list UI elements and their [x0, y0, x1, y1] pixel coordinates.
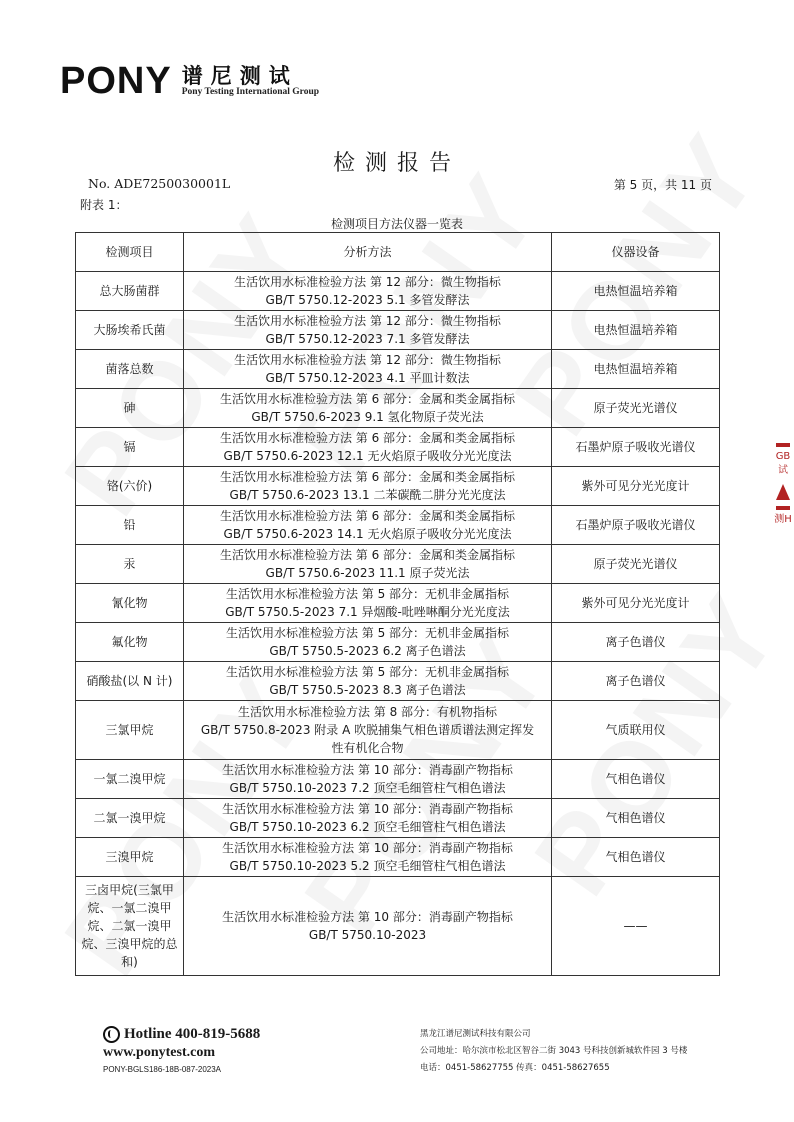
cell-instrument: 气质联用仪: [552, 701, 720, 760]
report-title: 检测报告: [332, 151, 461, 176]
cell-method: 生活饮用水标准检验方法 第 6 部分：金属和类金属指标 GB/T 5750.6-2023 13.1 二苯碳酰二肼分光光度法: [184, 467, 552, 506]
logo-english-name: Pony Testing International Group: [181, 87, 320, 98]
table-row: [76, 701, 720, 760]
cell-item: 镉: [76, 428, 184, 467]
cell-method: 生活饮用水标准检验方法 第 10 部分：消毒副产物指标 GB/T 5750.10-2023 7.2 顶空毛细管柱气相色谱法: [184, 760, 552, 799]
logo-chinese-name: 谱尼测试: [181, 63, 298, 88]
seal-text-top: GB试: [775, 451, 791, 476]
cell-method: 生活饮用水标准检验方法 第 10 部分：消毒副产物指标 GB/T 5750.10-2023 6.2 顶空毛细管柱气相色谱法: [184, 799, 552, 838]
table-row: [76, 877, 720, 976]
cell-instrument: 气相色谱仪: [552, 838, 720, 877]
cell-instrument: 电热恒温培养箱: [552, 311, 720, 350]
cell-method: 生活饮用水标准检验方法 第 5 部分：无机非金属指标 GB/T 5750.5-2023 8.3 离子色谱法: [184, 662, 552, 701]
appendix-label: 附表 1：: [80, 198, 128, 212]
side-seal-mark: [772, 440, 794, 527]
page-info: 第 5 页，共 11 页: [613, 178, 712, 192]
cell-instrument: 石墨炉原子吸收光谱仪: [552, 428, 720, 467]
seal-bar: [776, 443, 790, 447]
cell-item: 三氯甲烷: [76, 701, 184, 760]
cell-instrument: 电热恒温培养箱: [552, 350, 720, 389]
seal-text-bottom: 测H: [774, 514, 792, 525]
company-name: 黑龙江谱尼测试科技有限公司: [420, 1029, 531, 1039]
table-row: [76, 467, 720, 506]
cell-method: 生活饮用水标准检验方法 第 8 部分：有机物指标 GB/T 5750.8-2023 附录 A 吹脱捕集气相色谱质谱法测定挥发 性有机化合物: [184, 701, 552, 760]
table-row: [76, 350, 720, 389]
table-row: [76, 389, 720, 428]
header-instrument: 仪器设备: [552, 233, 720, 272]
cell-method: 生活饮用水标准检验方法 第 6 部分：金属和类金属指标 GB/T 5750.6-2023 9.1 氢化物原子荧光法: [184, 389, 552, 428]
cell-item: 铅: [76, 506, 184, 545]
company-logo: [60, 62, 319, 100]
hotline-text: Hotline 400-819-5688: [124, 1026, 261, 1042]
table-row: [76, 545, 720, 584]
cell-item: 二氯一溴甲烷: [76, 799, 184, 838]
table-row: [76, 760, 720, 799]
table-header-row: [76, 233, 720, 272]
cell-instrument: 紫外可见分光光度计: [552, 584, 720, 623]
table-row: [76, 584, 720, 623]
cell-method: 生活饮用水标准检验方法 第 5 部分：无机非金属指标 GB/T 5750.5-2023 7.1 异烟酸-吡唑啉酮分光光度法: [184, 584, 552, 623]
cell-instrument: 离子色谱仪: [552, 623, 720, 662]
table-row: [76, 428, 720, 467]
table-row: [76, 623, 720, 662]
cell-method: 生活饮用水标准检验方法 第 10 部分：消毒副产物指标 GB/T 5750.10-2023 5.2 顶空毛细管柱气相色谱法: [184, 838, 552, 877]
cell-item: 三卤甲烷(三氯甲烷、一氯二溴甲烷、二氯一溴甲烷、三溴甲烷的总和): [76, 877, 184, 976]
cell-instrument: 电热恒温培养箱: [552, 272, 720, 311]
header-item: 检测项目: [76, 233, 184, 272]
seal-bar: [776, 506, 790, 510]
website-link[interactable]: www.ponytest.com: [103, 1045, 215, 1060]
cell-item: 汞: [76, 545, 184, 584]
cell-method: 生活饮用水标准检验方法 第 10 部分：消毒副产物指标 GB/T 5750.10-2023: [184, 877, 552, 976]
cell-method: 生活饮用水标准检验方法 第 12 部分：微生物指标 GB/T 5750.12-2023 4.1 平皿计数法: [184, 350, 552, 389]
table-row: [76, 272, 720, 311]
method-instrument-table: [75, 232, 720, 976]
cell-method: 生活饮用水标准检验方法 第 6 部分：金属和类金属指标 GB/T 5750.6-2023 11.1 原子荧光法: [184, 545, 552, 584]
cell-method: 生活饮用水标准检验方法 第 12 部分：微生物指标 GB/T 5750.12-2023 5.1 多管发酵法: [184, 272, 552, 311]
table-row: [76, 506, 720, 545]
form-code: PONY-BGLS186-18B-087-2023A: [103, 1065, 221, 1074]
logo-mark: PONY: [60, 60, 172, 102]
cell-method: 生活饮用水标准检验方法 第 5 部分：无机非金属指标 GB/T 5750.5-2023 6.2 离子色谱法: [184, 623, 552, 662]
footer-contact: [103, 1026, 260, 1074]
cell-instrument: 离子色谱仪: [552, 662, 720, 701]
phone-icon: [103, 1026, 120, 1043]
hotline: [103, 1026, 260, 1043]
table-row: [76, 838, 720, 877]
report-number: No. ADE7250030001L: [88, 176, 231, 191]
cell-item: 总大肠菌群: [76, 272, 184, 311]
cell-instrument: 紫外可见分光光度计: [552, 467, 720, 506]
cell-item: 一氯二溴甲烷: [76, 760, 184, 799]
cell-item: 硝酸盐(以 N 计): [76, 662, 184, 701]
header-method: 分析方法: [184, 233, 552, 272]
cell-instrument: 原子荧光光谱仪: [552, 389, 720, 428]
cell-method: 生活饮用水标准检验方法 第 12 部分：微生物指标 GB/T 5750.12-2023 7.1 多管发酵法: [184, 311, 552, 350]
cell-instrument: ——: [552, 877, 720, 976]
cell-item: 砷: [76, 389, 184, 428]
company-contact: 电话：0451-58627755 传真：0451-58627655: [420, 1063, 610, 1073]
cell-item: 铬(六价): [76, 467, 184, 506]
cell-item: 氰化物: [76, 584, 184, 623]
seal-triangle-icon: [776, 484, 790, 500]
cell-method: 生活饮用水标准检验方法 第 6 部分：金属和类金属指标 GB/T 5750.6-2023 14.1 无火焰原子吸收分光光度法: [184, 506, 552, 545]
cell-method: 生活饮用水标准检验方法 第 6 部分：金属和类金属指标 GB/T 5750.6-2023 12.1 无火焰原子吸收分光光度法: [184, 428, 552, 467]
cell-item: 三溴甲烷: [76, 838, 184, 877]
cell-instrument: 石墨炉原子吸收光谱仪: [552, 506, 720, 545]
footer-company-info: [420, 1026, 687, 1077]
company-address: 公司地址：哈尔滨市松北区智谷二街 3043 号科技创新城软件园 3 号楼: [420, 1046, 688, 1056]
table-row: [76, 799, 720, 838]
logo-text: [182, 65, 319, 97]
cell-item: 菌落总数: [76, 350, 184, 389]
table-row: [76, 662, 720, 701]
cell-instrument: 原子荧光光谱仪: [552, 545, 720, 584]
cell-item: 大肠埃希氏菌: [76, 311, 184, 350]
cell-instrument: 气相色谱仪: [552, 760, 720, 799]
table-row: [76, 311, 720, 350]
cell-instrument: 气相色谱仪: [552, 799, 720, 838]
cell-item: 氟化物: [76, 623, 184, 662]
table-title: 检测项目方法仪器一览表: [330, 217, 463, 231]
